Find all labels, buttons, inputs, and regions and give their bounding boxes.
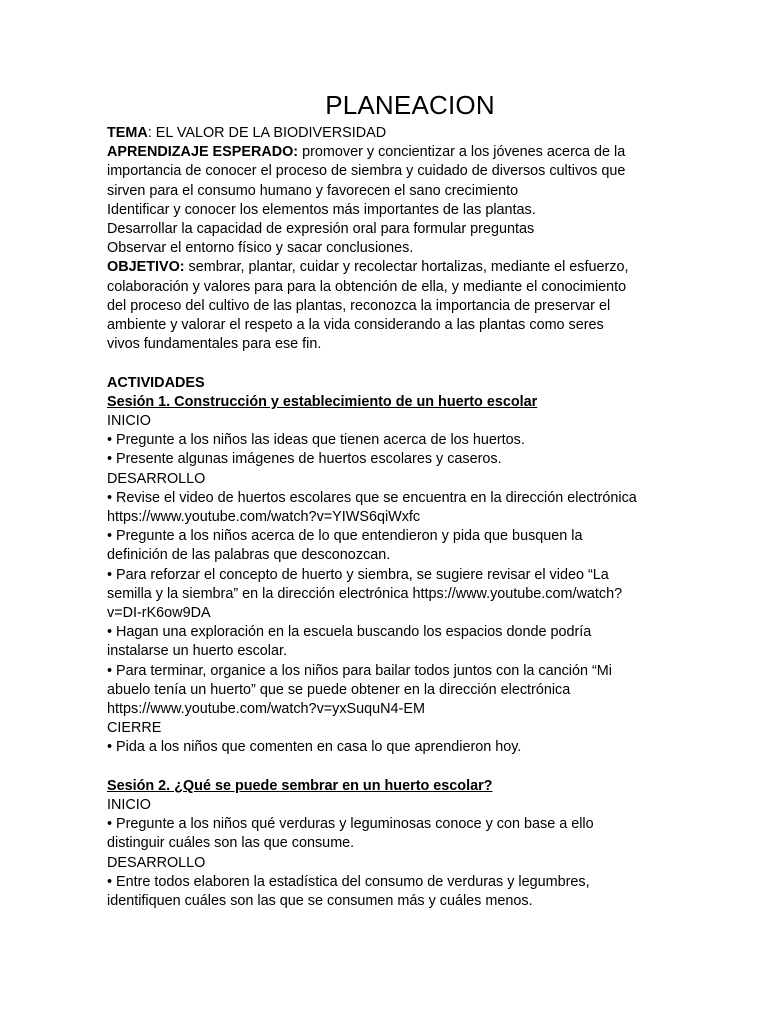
aprendizaje-line-3: Identificar y conocer los elementos más importantes de las plantas. (107, 201, 536, 218)
sesion1-line-3: DESARROLLO (107, 470, 206, 487)
aprendizaje-line-2: sirven para el consumo humano y favorecen el sano crecimiento (107, 182, 519, 199)
sesion2-content (107, 796, 668, 911)
objetivo-line-2: del proceso del cultivo de las plantas, reconozca la importancia de preservar el (107, 297, 611, 314)
sesion1-line-6: • Pregunte a los niños acerca de lo que entendieron y pida que busquen la (107, 528, 583, 545)
sesion1-line-9: semilla y la siembra” en la dirección electrónica https://www.youtube.com/watch? (107, 585, 623, 602)
page-title: PLANEACION (325, 90, 495, 120)
document-body (107, 124, 668, 911)
aprendizaje-line-0 (107, 143, 668, 162)
sesion2-line-2: distinguir cuáles son las que consume. (107, 835, 355, 852)
sesion1-line-13: • Para terminar, organice a los niños para bailar todos juntos con la canción “Mi (107, 662, 612, 679)
sesion1-line-4: • Revise el video de huertos escolares que se encuentra en la dirección electrónica (107, 489, 637, 506)
objetivo-line-3: ambiente y valorar el respeto a la vida considerando a las plantas como seres (107, 317, 604, 334)
aprendizaje-line-4: Desarrollar la capacidad de expresión oral para formular preguntas (107, 221, 535, 238)
actividades-heading: ACTIVIDADES (107, 374, 205, 391)
sesion1-line-5: https://www.youtube.com/watch?v=YIWS6qiWxfc (107, 509, 421, 526)
objetivo-text: sembrar, plantar, cuidar y recolectar hortalizas, mediante el esfuerzo, (184, 259, 629, 276)
sesion1-line-17: • Pida a los niños que comenten en casa lo que aprendieron hoy. (107, 739, 522, 756)
objetivo-label: OBJETIVO: (107, 259, 185, 276)
sesion1-line-14: abuelo tenía un huerto” que se puede obtener en la dirección electrónica (107, 681, 571, 698)
sesion1-line-2: • Presente algunas imágenes de huertos escolares y caseros. (107, 451, 502, 468)
sesion2-heading: Sesión 2. ¿Qué se puede sembrar en un huerto escolar? (107, 777, 493, 794)
sesion1-line-1: • Pregunte a los niños las ideas que tienen acerca de los huertos. (107, 432, 525, 449)
sesion2-line-0: INICIO (107, 797, 151, 814)
aprendizaje-text: promover y concientizar a los jóvenes acerca de la (298, 144, 626, 161)
sesion1-line-10: v=DI-rK6ow9DA (107, 605, 211, 622)
sesion2-line-4: • Entre todos elaboren la estadística del consumo de verduras y legumbres, (107, 873, 590, 890)
sesion1-line-16: CIERRE (107, 720, 162, 737)
sesion2-line-1: • Pregunte a los niños qué verduras y leguminosas conoce y con base a ello (107, 816, 594, 833)
sesion1-line-12: instalarse un huerto escolar. (107, 643, 287, 660)
sesion1-line-15: https://www.youtube.com/watch?v=yxSuquN4-EM (107, 701, 425, 718)
sesion1-heading: Sesión 1. Construcción y establecimiento de un huerto escolar (107, 393, 538, 410)
sesion1-content (107, 412, 668, 758)
tema-line (107, 124, 668, 143)
sesion1-line-0: INICIO (107, 413, 151, 430)
sesion1-line-8: • Para reforzar el concepto de huerto y siembra, se sugiere revisar el video “La (107, 566, 609, 583)
sesion2-line-3: DESARROLLO (107, 854, 206, 871)
sesion1-line-7: definición de las palabras que desconozcan. (107, 547, 391, 564)
aprendizaje-label: APRENDIZAJE ESPERADO: (107, 144, 299, 161)
aprendizaje-line-1: importancia de conocer el proceso de siembra y cuidado de diversos cultivos que (107, 163, 626, 180)
objetivo-line-1: colaboración y valores para para la obtención de ella, y mediante el conocimiento (107, 278, 627, 295)
tema-value: : EL VALOR DE LA BIODIVERSIDAD (147, 125, 387, 141)
sesion2-line-5: identifiquen cuáles son las que se consumen más y cuáles menos. (107, 893, 533, 910)
spacer (107, 354, 668, 373)
objetivo-line-4: vivos fundamentales para ese fin. (107, 336, 322, 353)
sesion1-line-11: • Hagan una exploración en la escuela buscando los espacios donde podría (107, 624, 592, 641)
tema-label: TEMA (107, 125, 148, 141)
aprendizaje-line-5: Observar el entorno físico y sacar conclusiones. (107, 240, 414, 257)
objetivo-line-0 (107, 258, 668, 277)
spacer (107, 758, 668, 777)
